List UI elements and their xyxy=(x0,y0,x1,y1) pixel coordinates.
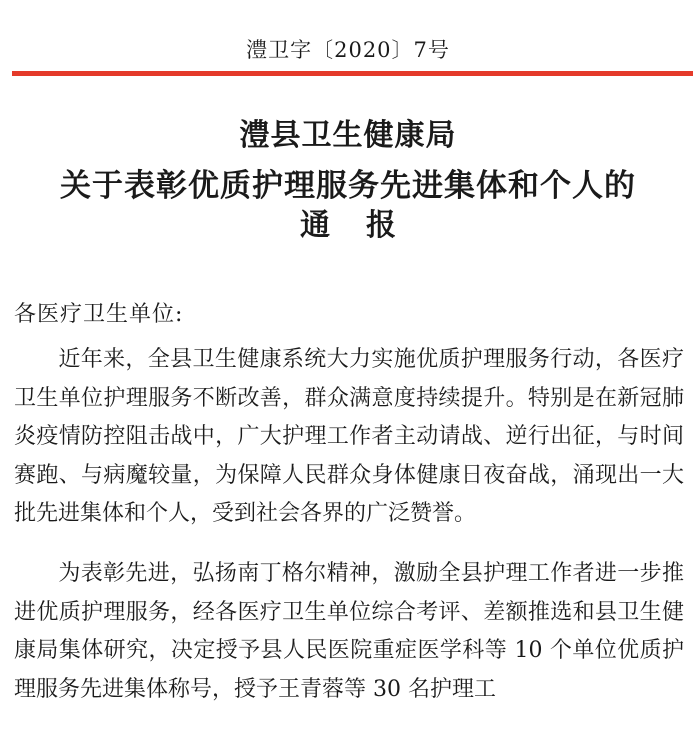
body-paragraph xyxy=(14,555,684,709)
salutation: 各医疗卫生单位: xyxy=(14,302,184,327)
title-subject: 关于表彰优质护理服务先进集体和个人的 xyxy=(60,168,636,204)
document-number: 澧卫字〔2020〕7号 xyxy=(246,38,450,62)
paragraph-text: 近年来，全县卫生健康系统大力实施优质护理服务行动，各医疗卫生单位护理服务不断改善，群众满意度持续提升。特别是在新冠肺炎疫情防控阻击战中，广大护理工作者主动请战、逆行出征，与时间赛跑、与病魔较量，为保障人民群众身体健康日夜奋战，涌现出一大批先进集体和个人，受到社会各界的广泛赞誉。 xyxy=(14,347,684,526)
paragraph-text: 为表彰先进，弘扬南丁格尔精神，激励全县护理工作者进一步推进优质护理服务，经各医疗卫生单位综合考评、差额推选和县卫生健康局集体研究，决定授予县人民医院重症医学科等 10 个单位优质护理服务先进集体称号，授予王青蓉等 30 名护理工 xyxy=(14,561,684,702)
title-doc-type: 通报 xyxy=(300,208,432,243)
title-issuer: 澧县卫生健康局 xyxy=(239,118,457,153)
red-header-rule xyxy=(12,71,693,76)
body-paragraph xyxy=(14,341,684,534)
